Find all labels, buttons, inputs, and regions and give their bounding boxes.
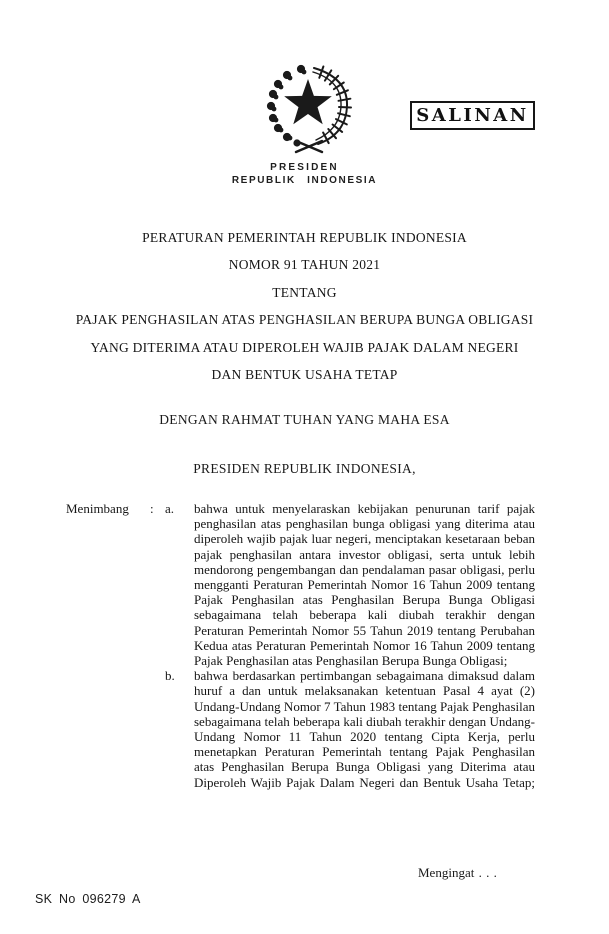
consideration-item-a bbox=[165, 501, 535, 668]
title-line-regulation: PERATURAN PEMERINTAH REPUBLIK INDONESIA bbox=[142, 230, 467, 245]
title-line-number: NOMOR 91 TAHUN 2021 bbox=[228, 257, 381, 273]
letterhead-presiden: PRESIDEN bbox=[270, 162, 339, 173]
considerations-section bbox=[66, 501, 535, 790]
title-line-subject-3: DAN BENTUK USAHA TETAP bbox=[211, 367, 398, 383]
title-line-subject-1: PAJAK PENGHASILAN ATAS PENGHASILAN BERUPA BUNGA OBLIGASI bbox=[75, 312, 534, 328]
invocation-line: DENGAN RAHMAT TUHAN YANG MAHA ESA bbox=[159, 412, 450, 427]
national-emblem-icon bbox=[256, 64, 362, 160]
considerations-label: Menimbang bbox=[66, 501, 129, 516]
title-line-subject-2: YANG DITERIMA ATAU DIPEROLEH WAJIB PAJAK DALAM NEGERI bbox=[90, 339, 519, 355]
letterhead bbox=[0, 162, 609, 186]
considerations-list bbox=[165, 501, 535, 790]
regulation-title bbox=[0, 224, 609, 388]
consideration-text-b: bahwa berdasarkan pertimbangan sebagaimana dimaksud dalam huruf a dan untuk melaksanakan ketentuan Pasal 4 ayat (2) Undang-Undang Nomor 7 Tahun 1983 tentang Pajak Penghasilan sebagaimana telah beberapa kali diubah terakhir dengan Undang-Undang Nomor 11 Tahun 2020 tentang Cipta Kerja, perlu menetapkan Peraturan Pemerintah tentang Pajak Penghasilan atas Penghasilan Berupa Bunga Obligasi yang Diterima atau Diperoleh Wajib Pajak Dalam Negeri dan Bentuk Usaha Tetap; bbox=[194, 668, 535, 790]
considerations-separator: : bbox=[150, 501, 154, 516]
consideration-text-a: bahwa untuk menyelaraskan kebijakan penurunan tarif pajak penghasilan atas penghasilan bunga obligasi yang diterima atau diperoleh wajib pajak luar negeri, menciptakan kesetaraan beban pajak penghasilan antara investor obligasi, serta untuk lebih mendorong pengembangan dan pendalaman pasar obligasi, perlu mengganti Peraturan Pemerintah Nomor 16 Tahun 2009 tentang Pajak Penghasilan atas Penghasilan Berupa Bunga Obligasi sebagaimana telah beberapa kali diubah terakhir dengan Peraturan Pemerintah Nomor 55 Tahun 2019 tentang Perubahan Kedua atas Peraturan Pemerintah Nomor 16 Tahun 2009 tentang Pajak Penghasilan atas Penghasilan Berupa Bunga Obligasi; bbox=[194, 501, 535, 669]
salinan-stamp-label: SALINAN bbox=[416, 105, 529, 126]
footer-sk-number: SK No 096279 A bbox=[35, 892, 141, 906]
letterhead-republik-indonesia: REPUBLIK INDONESIA bbox=[231, 175, 378, 186]
salinan-stamp bbox=[410, 101, 535, 130]
consideration-item-b bbox=[165, 668, 535, 790]
catchword-mengingat: Mengingat . . . bbox=[418, 865, 497, 880]
enacting-authority-line: PRESIDEN REPUBLIK INDONESIA, bbox=[193, 461, 416, 476]
consideration-marker-a: a. bbox=[165, 501, 175, 516]
title-line-tentang: TENTANG bbox=[272, 284, 337, 300]
crossed-stems-icon bbox=[296, 141, 322, 152]
consideration-marker-b: b. bbox=[165, 668, 175, 684]
star-icon bbox=[284, 79, 332, 124]
